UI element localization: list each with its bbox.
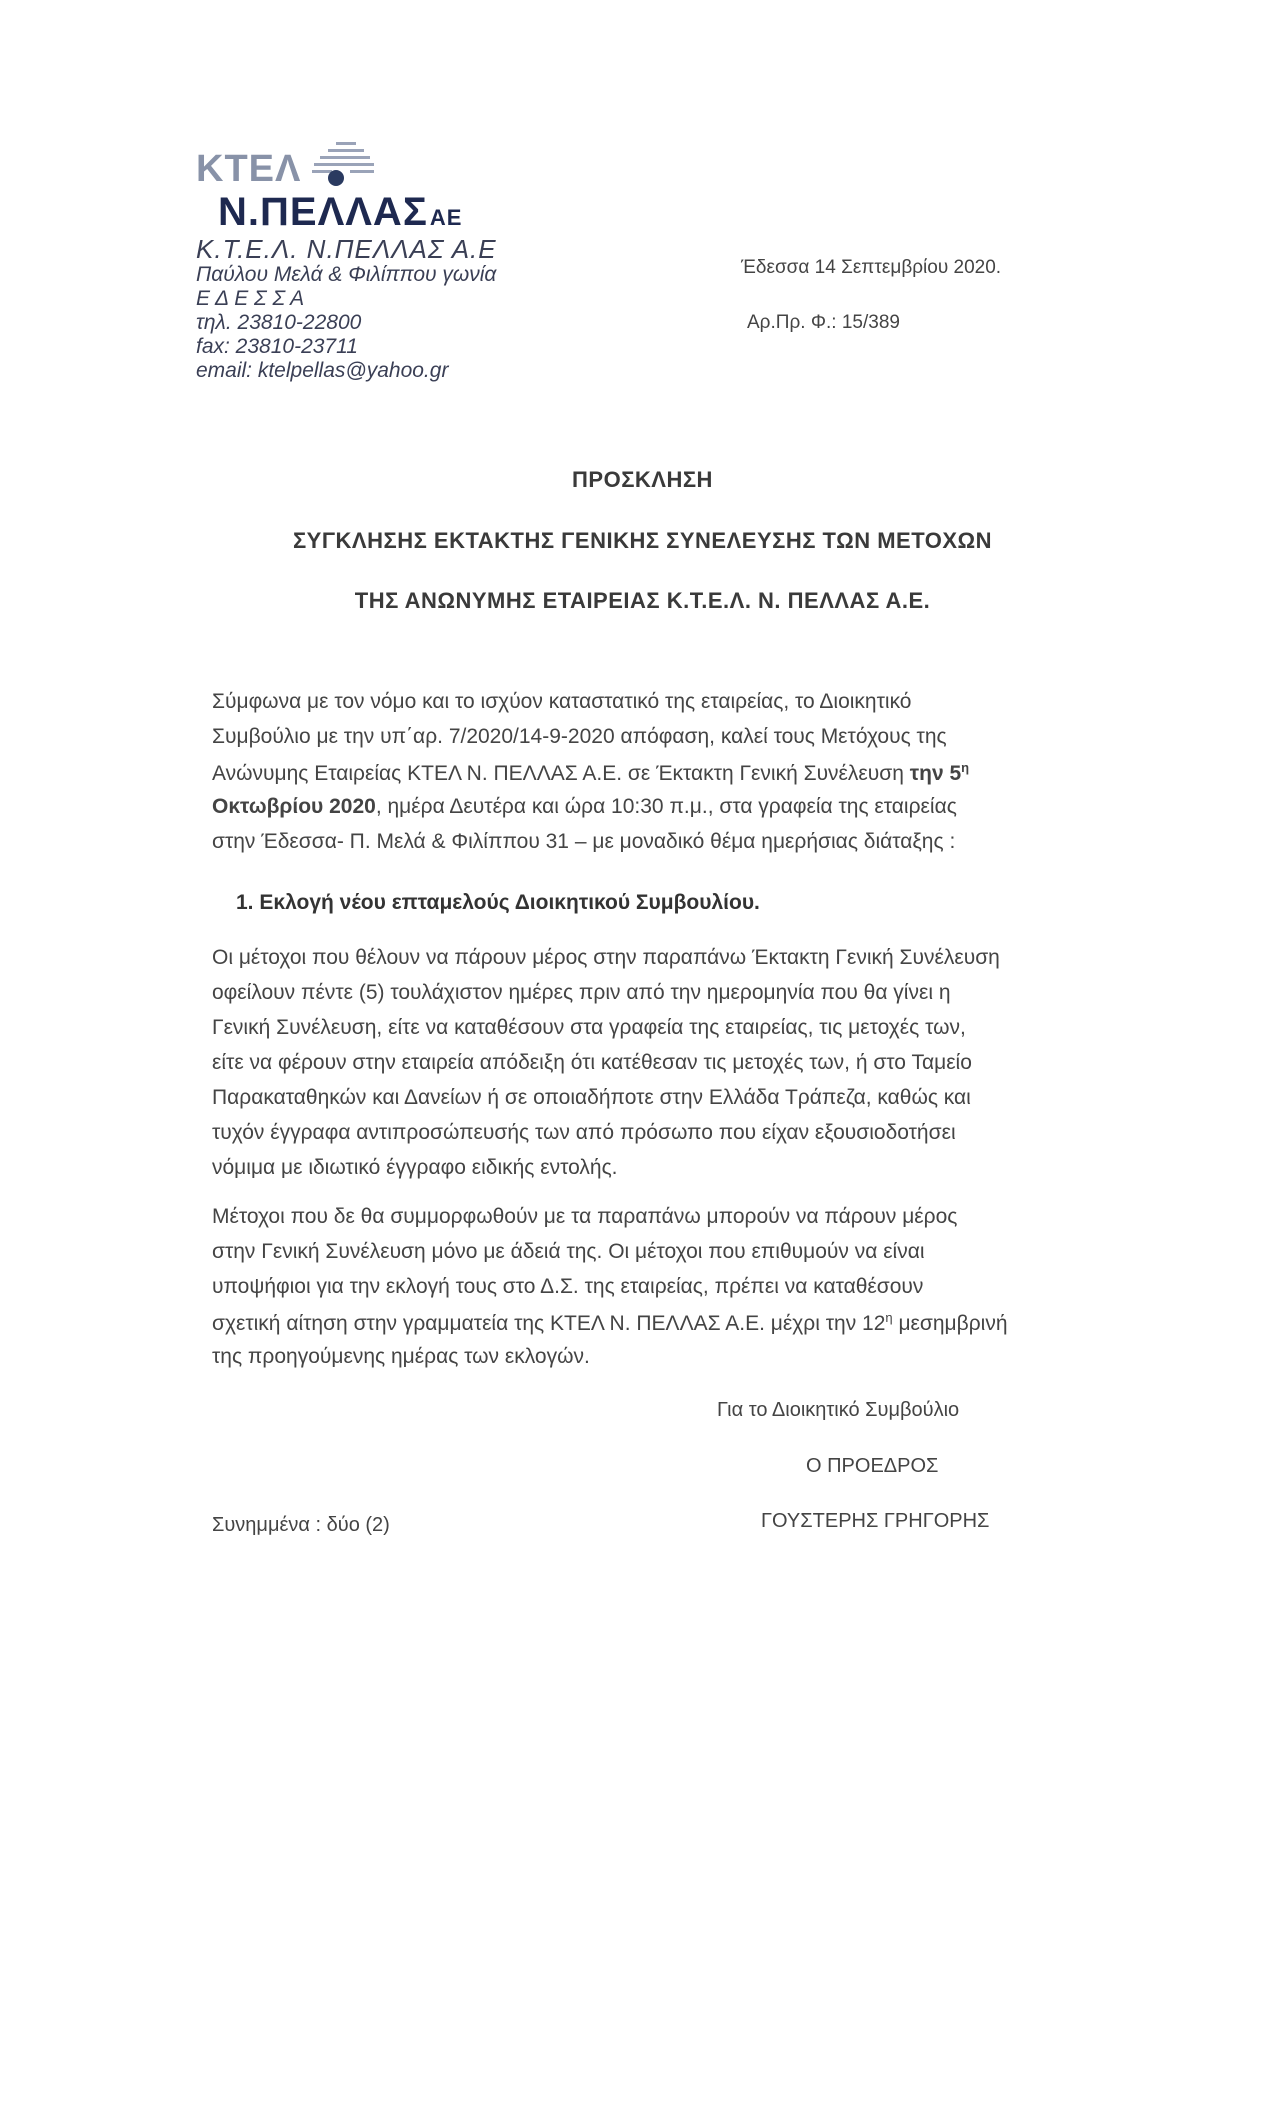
- sender-block: [196, 235, 497, 383]
- meeting-month: Οκτωβρίου 2020: [212, 795, 376, 818]
- intro-line-3: [212, 760, 969, 786]
- title-subject: ΣΥΓΚΛΗΣΗΣ ΕΚΤΑΚΤΗΣ ΓΕΝΙΚΗΣ ΣΥΝΕΛΕΥΣΗΣ ΤΩΝ ΜΕΤΟΧΩΝ: [292, 528, 993, 553]
- participation-line: τυχόν έγγραφα αντιπροσώπευσής των από πρόσωπο που είχαν εξουσιοδοτήσει: [212, 1121, 956, 1144]
- company-fax: fax: 23810-23711: [196, 335, 358, 358]
- logo-bottom-text: [218, 190, 462, 235]
- intro-line-4: [212, 795, 957, 819]
- signature-for-board: Για το Διοικητικό Συμβούλιο: [717, 1399, 960, 1421]
- participation-line: οφείλουν πέντε (5) τουλάχιστον ημέρες πριν από την ημερομηνία που θα γίνει η: [212, 981, 951, 1004]
- protocol-number: Αρ.Πρ. Φ.: 15/389: [747, 312, 900, 333]
- logo-ball-graphic: [328, 170, 344, 186]
- signature-role: Ο ΠΡΟΕΔΡΟΣ: [806, 1455, 939, 1477]
- intro-line-4-text: , ημέρα Δευτέρα και ώρα 10:30 π.μ., στα γραφεία της εταιρείας: [375, 795, 957, 818]
- participation-line: Γενική Συνέλευση, είτε να καταθέσουν στα γραφεία της εταιρείας, τις μετοχές των,: [212, 1016, 966, 1039]
- logo-suffix: ΑΕ: [429, 205, 463, 230]
- intro-line-1: Σύμφωνα με τον νόμο και το ισχύον καταστατικό της εταιρείας, το Διοικητικό: [212, 690, 912, 713]
- company-name: Κ.Τ.Ε.Λ. Ν.ΠΕΛΛΑΣ Α.Ε: [196, 234, 497, 264]
- candidates-ordinal: η: [885, 1310, 893, 1325]
- meeting-day-ordinal: η: [961, 760, 970, 775]
- candidates-line-3: υποψήφιοι για την εκλογή τους στο Δ.Σ. της εταιρείας, πρέπει να καταθέσουν: [212, 1275, 924, 1298]
- meeting-day-text: την 5: [909, 762, 962, 785]
- candidates-line-4: [212, 1310, 1008, 1336]
- title-invitation: ΠΡΟΣΚΛΗΣΗ: [572, 467, 713, 492]
- participation-line: Παρακαταθηκών και Δανείων ή σε οποιαδήποτε στην Ελλάδα Τράπεζα, καθώς και: [212, 1086, 971, 1109]
- company-city: Ε Δ Ε Σ Σ Α: [196, 287, 305, 310]
- company-email: email: ktelpellas@yahoo.gr: [196, 359, 449, 382]
- participation-line: νόμιμα με ιδιωτικό έγγραφο ειδικής εντολής.: [212, 1156, 618, 1179]
- attachments-note: Συνημμένα : δύο (2): [212, 1514, 390, 1536]
- intro-line-3-text: Ανώνυμης Εταιρείας ΚΤΕΛ Ν. ΠΕΛΛΑΣ Α.Ε. σε Έκτακτη Γενική Συνέλευση: [212, 762, 910, 785]
- title-company: ΤΗΣ ΑΝΩΝΥΜΗΣ ΕΤΑΙΡΕΙΑΣ Κ.Τ.Ε.Λ. Ν. ΠΕΛΛΑΣ Α.Ε.: [354, 588, 931, 613]
- participation-line: είτε να φέρουν στην εταιρεία απόδειξη ότι κατέθεσαν τις μετοχές των, ή στο Ταμείο: [212, 1051, 972, 1074]
- intro-line-5: στην Έδεσσα- Π. Μελά & Φιλίππου 31 – με μοναδικό θέμα ημερήσιας διάταξης :: [212, 830, 956, 853]
- company-address: Παύλου Μελά & Φιλίππου γωνία: [196, 263, 497, 286]
- candidates-line-4-text: σχετική αίτηση στην γραμματεία της ΚΤΕΛ Ν. ΠΕΛΛΑΣ Α.Ε. μέχρι την 12: [212, 1312, 886, 1335]
- candidates-line-1: Μέτοχοι που δε θα συμμορφωθούν με τα παραπάνω μπορούν να πάρουν μέρος: [212, 1205, 958, 1228]
- logo-name: Ν.ΠΕΛΛΑΣ: [218, 190, 428, 234]
- intro-line-2: Συμβούλιο με την υπ΄αρ. 7/2020/14-9-2020 απόφαση, καλεί τους Μετόχους της: [212, 725, 947, 748]
- meeting-day: [910, 762, 969, 785]
- candidates-line-4-end: μεσημβρινή: [892, 1312, 1008, 1335]
- participation-line: Οι μέτοχοι που θέλουν να πάρουν μέρος στην παραπάνω Έκτακτη Γενική Συνέλευση: [212, 946, 1000, 969]
- ktel-logo: [196, 140, 486, 234]
- letter-date: Έδεσσα 14 Σεπτεμβρίου 2020.: [741, 257, 1002, 278]
- signature-name: ΓΟΥΣΤΕΡΗΣ ΓΡΗΓΟΡΗΣ: [761, 1510, 990, 1532]
- agenda-item: 1. Εκλογή νέου επταμελούς Διοικητικού Συμβουλίου.: [236, 891, 760, 914]
- candidates-line-5: της προηγούμενης ημέρας των εκλογών.: [212, 1345, 590, 1368]
- candidates-line-2: στην Γενική Συνέλευση μόνο με άδειά της. Οι μέτοχοι που επιθυμούν να είναι: [212, 1240, 925, 1263]
- company-phone: τηλ. 23810-22800: [196, 311, 362, 334]
- logo-top-text: ΚΤΕΛ: [196, 148, 302, 190]
